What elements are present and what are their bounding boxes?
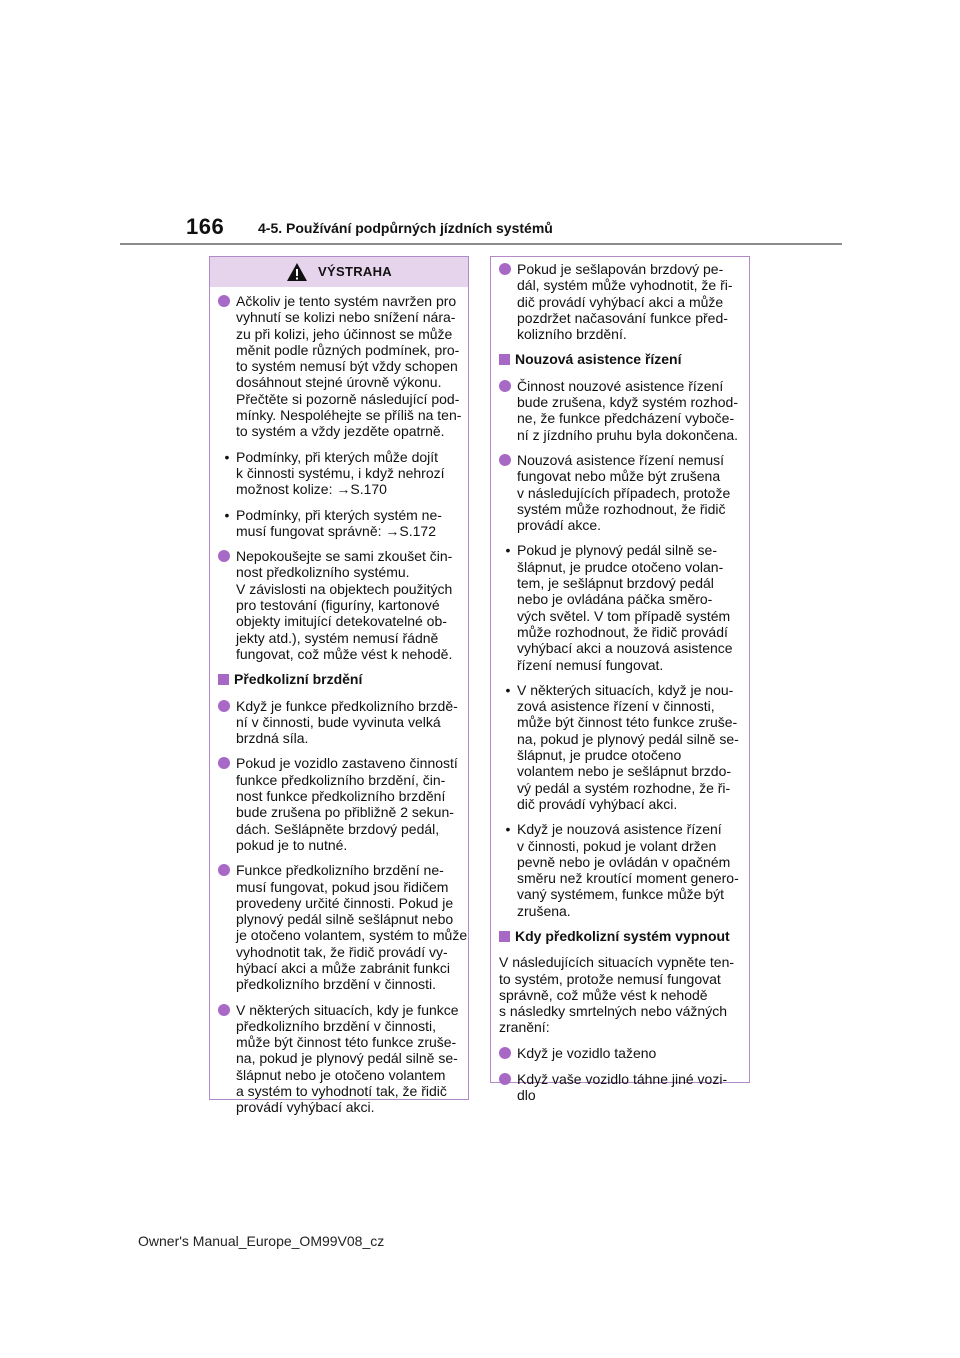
text-line: správně, což může vést k nehodě (499, 986, 708, 1003)
text-line: a systém to vyhodnotí tak, že řidič (236, 1083, 447, 1100)
bullet-marker (218, 449, 236, 498)
text-line: vých světel. V tom případě systém (517, 607, 731, 624)
text-block (499, 1045, 741, 1062)
text-block (499, 542, 741, 672)
paragraph (517, 452, 741, 533)
warning-title: VÝSTRAHA (318, 263, 392, 279)
bullet-marker (499, 821, 517, 919)
text-block (218, 698, 460, 747)
heading-marker (499, 928, 515, 945)
paragraph (517, 1071, 741, 1104)
text-line: dách. Sešlápněte brzdový pedál, (236, 820, 440, 837)
text-line: může rozhodnout, že řidič provádí (517, 623, 728, 640)
text-line: V následujících situacích vypněte ten- (499, 954, 735, 971)
text-line: Nouzová asistence řízení (515, 351, 682, 368)
text-line: dosáhnout stejné úrovně výkonu. (236, 374, 442, 391)
text-block (218, 755, 460, 853)
paragraph (517, 682, 741, 812)
text-line: měnit podle různých podmínek, pro- (236, 341, 460, 358)
text-line: fungovat, což může vést k nehodě. (236, 645, 453, 662)
text-line: šlápnut, je prudce otočeno volan- (517, 558, 724, 575)
text-line: může být činnost této funkce zruše- (236, 1034, 457, 1051)
text-block (218, 1002, 460, 1116)
text-block (499, 452, 741, 533)
bullet-marker (218, 293, 236, 440)
text-line: ní z jízdního pruhu byla dokončena. (517, 426, 739, 443)
warning-triangle-icon (286, 262, 308, 282)
purple-dot-icon (218, 757, 230, 769)
text-line: bude zrušena po přibližně 2 sekun- (236, 804, 454, 821)
text-line: Nepokoušejte se sami zkoušet čin- (236, 548, 453, 565)
text-line: pevně nebo je ovládán v opačném (517, 853, 731, 870)
text-line: předkolizního brzdění v činnosti. (236, 976, 436, 993)
text-line: v činnosti, pokud je volant držen (517, 837, 717, 854)
bullet-marker (218, 862, 236, 992)
text-line: Pokud je sešlapován brzdový pe- (517, 261, 724, 277)
bullet-marker (499, 452, 517, 533)
text-line: možnost kolize: →S.170 (236, 481, 387, 498)
text-line: tem, je sešlápnut brzdový pedál (517, 575, 714, 592)
text-line: Podmínky, při kterých systém ne- (236, 506, 442, 523)
paragraph (236, 449, 460, 498)
text-line: Přečtěte si pozorně následující pod- (236, 390, 460, 407)
text-line: na, pokud je plynový pedál silně se- (236, 1050, 458, 1067)
text-line: kolizního brzdění. (517, 326, 627, 343)
subheading (515, 351, 741, 368)
text-line: to systém nemusí být vždy schopen (236, 358, 458, 375)
paragraph (517, 378, 741, 443)
text-line: nost funkce předkolizního brzdění (236, 788, 446, 805)
text-line: V některých situacích, kdy je funkce (236, 1001, 459, 1018)
bullet-marker (499, 542, 517, 672)
text-line: s následky smrtelných nebo vážných (499, 1003, 727, 1020)
text-line: to systém, protože nemusí fungovat (499, 970, 721, 987)
bullet-marker (499, 682, 517, 812)
text-block (499, 1071, 741, 1104)
text-line: Když je nouzová asistence řízení (517, 821, 722, 838)
subheading (234, 671, 460, 688)
paragraph (517, 1045, 741, 1062)
text-line: pro testování (figuríny, kartonové (236, 597, 440, 614)
text-block (218, 862, 468, 993)
text-line: šlápnut, je prudce otočeno (517, 747, 682, 764)
text-line: pozdržet načasování funkce před- (517, 309, 728, 326)
text-line: Předkolizní brzdění (234, 671, 363, 688)
footer-text: Owner's Manual_Europe_OM99V08_cz (138, 1233, 385, 1249)
text-line: Nouzová asistence řízení nemusí (517, 451, 724, 468)
purple-dot-icon (218, 700, 230, 712)
text-line: na, pokud je plynový pedál silně se- (517, 730, 739, 747)
text-line: zová asistence řízení v činnosti, (517, 698, 715, 715)
text-line: dál, systém může vyhodnotit, že ři- (517, 277, 733, 294)
text-line: Když vaše vozidlo táhne jiné vozi- (517, 1071, 728, 1088)
text-line: V některých situacích, když je nou- (517, 681, 734, 698)
purple-dot-icon (499, 1073, 511, 1085)
text-block (218, 449, 460, 498)
text-line: k činnosti systému, i když nehrozí (236, 464, 445, 481)
purple-dot-icon (499, 1047, 511, 1059)
paragraph (236, 293, 461, 440)
paragraph (236, 507, 460, 540)
bullet-marker (218, 1002, 236, 1116)
bullet-marker (218, 698, 236, 747)
text-line: vyhýbací akci a nouzová asistence (517, 640, 733, 657)
bullet-icon: • (224, 448, 230, 465)
purple-dot-icon (499, 454, 511, 466)
text-line: je otočeno volantem, systém to může (236, 927, 468, 944)
heading-marker (499, 351, 515, 368)
text-line: dlo (517, 1087, 536, 1104)
text-line: nebo je ovládána páčka směro- (517, 591, 713, 608)
right-column-content (491, 257, 749, 1119)
text-line: řízení nemusí fungovat. (517, 656, 664, 673)
purple-dot-icon (218, 1004, 230, 1016)
text-line: zrušena. (517, 902, 571, 919)
bullet-icon: • (505, 681, 511, 698)
bullet-icon: • (505, 821, 511, 838)
paragraph (499, 954, 741, 1035)
left-column-content (210, 287, 468, 1131)
bullet-marker (218, 548, 236, 662)
text-line: zu při kolizi, jeho účinnost se může (236, 325, 453, 342)
bullet-marker (218, 755, 236, 853)
text-line: vý pedál a systém rozhodne, že ři- (517, 779, 731, 796)
warning-box-right (490, 256, 750, 1104)
paragraph (236, 755, 460, 853)
text-line: Pokud je vozidlo zastaveno činností (236, 755, 458, 772)
text-block (499, 682, 741, 812)
text-line: vyhnutí se kolizi nebo snížení nára- (236, 309, 456, 326)
bullet-marker (499, 261, 517, 342)
text-line: Když je vozidlo taženo (517, 1044, 657, 1061)
paragraph (236, 548, 460, 662)
paragraph (517, 542, 741, 672)
text-line: to systém a vždy jezděte opatrně. (236, 423, 445, 440)
bullet-icon: • (505, 542, 511, 559)
paragraph (236, 862, 467, 992)
section-title: 4-5. Používání podpůrných jízdních systémů (258, 220, 553, 236)
bullet-marker (499, 1071, 517, 1104)
text-line: provádí akce. (517, 517, 602, 534)
text-line: fungovat nebo může být zrušena (517, 468, 721, 485)
text-line: dič provádí vyhýbací akci a může (517, 293, 724, 310)
text-line: Funkce předkolizního brzdění ne- (236, 862, 444, 879)
page-number: 166 (186, 214, 225, 239)
text-line: Když je funkce předkolizního brzdě- (236, 697, 458, 714)
text-line: hýbací akci a může zabránit funkci (236, 959, 450, 976)
purple-square-icon (499, 931, 510, 942)
text-line: dič provádí vyhýbací akci. (517, 795, 678, 812)
text-line: Podmínky, při kterých může dojít (236, 448, 439, 465)
heading-marker (218, 671, 234, 688)
text-block (218, 293, 460, 440)
text-block (499, 261, 741, 342)
text-line: v následujících případech, protože (517, 484, 731, 501)
text-block (499, 351, 741, 368)
paragraph (236, 1002, 460, 1116)
header-divider (120, 243, 842, 245)
paragraph (517, 261, 741, 342)
purple-dot-icon (499, 263, 511, 275)
purple-dot-icon (218, 864, 230, 876)
text-block (499, 378, 741, 443)
text-line: mínky. Nespoléhejte se příliš na ten- (236, 407, 462, 424)
text-line: ne, že funkce předcházení vyboče- (517, 410, 735, 427)
text-line: směru než kroutící moment genero- (517, 870, 739, 887)
paragraph (517, 821, 741, 919)
purple-square-icon (218, 674, 229, 685)
text-line: Kdy předkolizní systém vypnout (515, 927, 730, 944)
text-line: musí fungovat, pokud jsou řidičem (236, 878, 449, 895)
purple-dot-icon (218, 550, 230, 562)
text-line: brzdná síla. (236, 730, 309, 747)
text-line: jekty atd.), systém nemusí řádně (236, 629, 439, 646)
text-block (218, 548, 460, 662)
text-block (499, 821, 741, 919)
text-line: Pokud je plynový pedál silně se- (517, 542, 718, 559)
text-line: V závislosti na objektech použitých (236, 580, 453, 597)
text-line: provedeny určité činnosti. Pokud je (236, 894, 454, 911)
text-line: může být činnost této funkce zruše- (517, 714, 738, 731)
bullet-marker (499, 378, 517, 443)
text-line: systém může rozhodnout, že řidič (517, 500, 726, 517)
text-line: Ačkoliv je tento systém navržen pro (236, 293, 457, 309)
bullet-icon: • (224, 506, 230, 523)
text-line: pokud je to nutné. (236, 836, 348, 853)
warning-header (210, 257, 468, 287)
text-block (499, 954, 741, 1035)
text-line: šlápnut nebo je otočeno volantem (236, 1066, 446, 1083)
text-line: provádí vyhýbací akci. (236, 1099, 375, 1116)
text-block (218, 507, 460, 540)
text-line: nost předkolizního systému. (236, 564, 410, 581)
text-line: Činnost nouzové asistence řízení (517, 377, 724, 394)
text-line: předkolizního brzdění v činnosti, (236, 1017, 436, 1034)
purple-square-icon (499, 354, 510, 365)
text-line: vyhodnotit tak, že řidič provádí vy- (236, 943, 448, 960)
text-line: funkce předkolizního brzdění, čin- (236, 771, 446, 788)
purple-dot-icon (218, 295, 230, 307)
warning-box-left (209, 256, 469, 1116)
text-line: plynový pedál silně sešlápnut nebo (236, 911, 454, 928)
text-line: volantem nebo je sešlápnut brzdo- (517, 763, 732, 780)
subheading (515, 928, 741, 945)
text-line: zranění: (499, 1019, 550, 1036)
text-block (499, 928, 741, 945)
text-line: musí fungovat správně: →S.172 (236, 522, 436, 539)
text-line: ní v činnosti, bude vyvinuta velká (236, 713, 441, 730)
text-line: objekty imitující detekovatelné ob- (236, 613, 447, 630)
text-block (218, 671, 460, 688)
paragraph (236, 698, 460, 747)
purple-dot-icon (499, 380, 511, 392)
bullet-marker (218, 507, 236, 540)
bullet-marker (499, 1045, 517, 1062)
text-line: vaný systémem, funkce může být (517, 886, 724, 903)
text-line: bude zrušena, když systém rozhod- (517, 394, 738, 411)
